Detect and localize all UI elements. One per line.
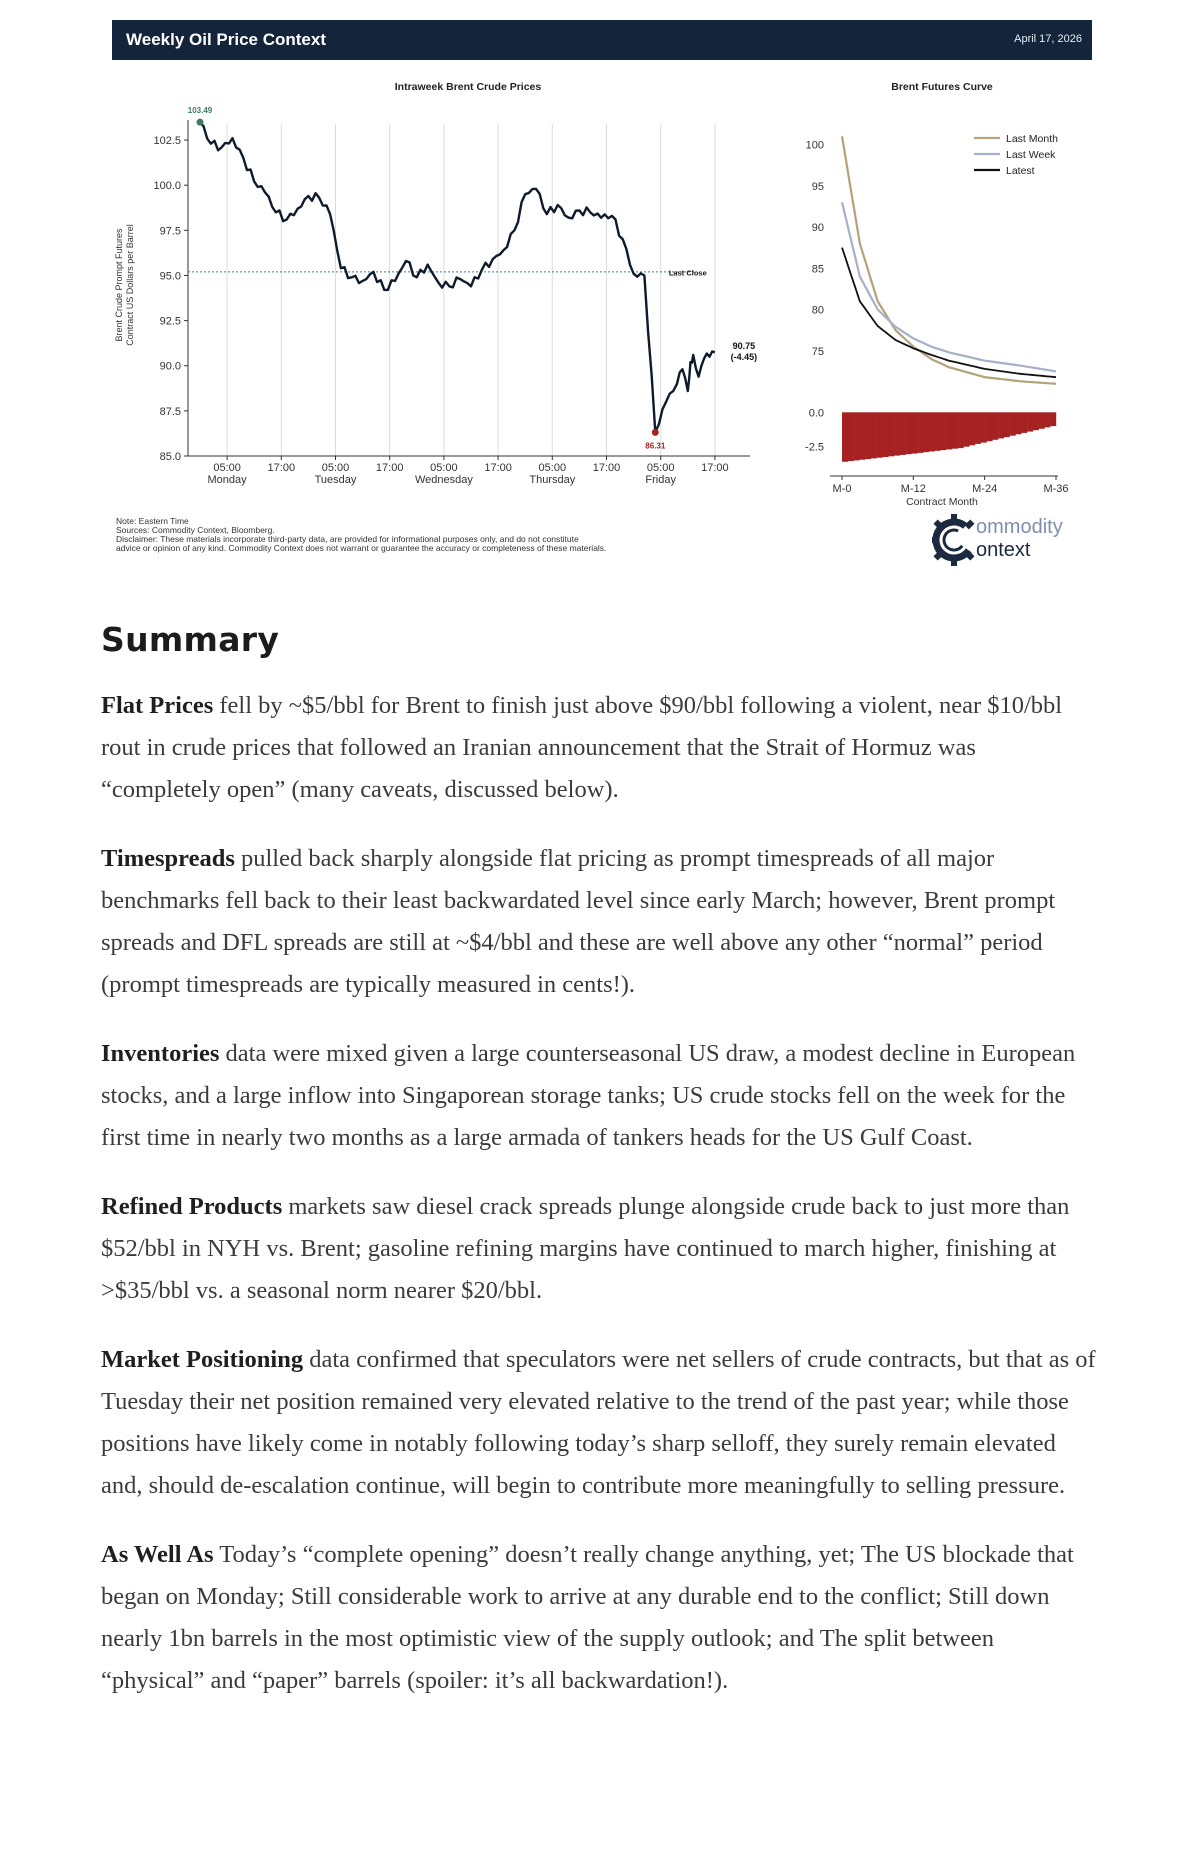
legend-label: Last Month (1006, 133, 1058, 145)
x-tick-label: 05:00 (646, 462, 675, 474)
summary-paragraph-refined-products (101, 1186, 1101, 1312)
spread-bar (877, 412, 883, 457)
x-day-label: Wednesday (414, 474, 473, 486)
logo-wordmark (976, 516, 1063, 562)
x-tick-label: M-24 (972, 483, 998, 495)
paragraph-text: fell by ~$5/bbl for Brent to finish just above $90/bbl following a violent, near $10/bbl rout in crude prices that followed an Iranian announcement that the Strait of Hormuz was “completely open” (many caveats, discussed below). (101, 692, 1063, 803)
spread-bar (842, 412, 848, 462)
x-tick-label: M-36 (1043, 483, 1069, 495)
spread-bar (888, 412, 894, 456)
spread-bar (865, 412, 871, 459)
spread-bar (987, 412, 993, 441)
last-close-label: Last Close (668, 268, 707, 278)
paragraph-text: data were mixed given a large counterseasonal US draw, a modest decline in European stocks, and a large inflow into Singaporean storage tanks; US crude stocks fell on the week for the first time in nearly two months as a large armada of tankers heads for the US Gulf Coast. (101, 1040, 1076, 1151)
summary-section (101, 620, 1101, 1729)
y-tick-label: 92.5 (159, 315, 181, 328)
spread-bar (917, 412, 923, 453)
curve-line (842, 248, 1056, 378)
y-tick-label: 85.0 (159, 451, 181, 463)
spread-bar (958, 412, 964, 448)
spread-bar (1027, 412, 1033, 431)
x-tick-label: 17:00 (701, 462, 729, 474)
summary-paragraph-as-well-as (101, 1534, 1101, 1702)
spread-bar (848, 412, 854, 461)
spread-bar (1021, 412, 1027, 433)
y-tick-label: 100 (805, 139, 824, 152)
summary-paragraph-market-positioning (101, 1339, 1101, 1507)
y-axis-label-line-2: Contract US Dollars per Barrel (125, 224, 135, 346)
note-disclaimer-line-1: Disclaimer: These materials incorporate third-party data, are provided for informational purposes only, and do not constitute (116, 534, 579, 544)
spread-bar (923, 412, 929, 452)
x-tick-label: 17:00 (484, 462, 512, 474)
x-axis-label: Contract Month (906, 496, 978, 508)
paragraph-lead: As Well As (101, 1541, 214, 1568)
logo-line-1: ommodity (976, 516, 1063, 538)
y-tick-label: 95 (811, 180, 824, 193)
spread-bar (1010, 412, 1016, 435)
commodity-context-logo (932, 512, 1092, 574)
y-tick-label: 90 (811, 222, 824, 234)
y-axis-label-line-1: Brent Crude Prompt Futures (114, 228, 124, 342)
low-point-label: 86.31 (645, 441, 666, 451)
paragraph-text: pulled back sharply alongside flat pricing as prompt timespreads of all major benchmarks fell back to their least backwardated level since early March; however, Brent prompt spreads and DFL spreads are still at ~$4/bbl and these are well above any other “normal” period (prompt timespreads are typically measured in cents!). (101, 845, 1056, 998)
x-tick-label: 17:00 (375, 462, 404, 474)
note-sources: Sources: Commodity Context, Bloomberg. (116, 525, 275, 535)
spread-bar (871, 412, 877, 458)
banner-title: Weekly Oil Price Context (126, 30, 326, 49)
charts-area (112, 20, 1092, 510)
spread-bar (935, 412, 941, 451)
spread-y-tick-label: 0.0 (808, 407, 824, 420)
spread-y-tick-label: -2.5 (805, 441, 824, 454)
brent-price-line (200, 122, 715, 432)
x-tick-label: M-0 (832, 483, 852, 495)
spread-bar (964, 412, 970, 446)
x-day-label: Tuesday (314, 474, 357, 486)
x-tick-label: M-12 (900, 483, 926, 495)
spread-bar (969, 412, 975, 445)
note-disclaimer-line-2: advice or opinion of any kind. Commodity Context does not warrant or guarantee the accuracy or completeness of these materials. (116, 543, 607, 553)
legend-label: Last Week (1006, 149, 1056, 161)
spread-bar (981, 412, 987, 442)
y-tick-label: 95.0 (159, 270, 181, 283)
weekly-oil-price-card (112, 20, 1092, 575)
spread-bar (975, 412, 981, 444)
paragraph-text: Today’s “complete opening” doesn’t really change anything, yet; The US blockade that began on Monday; Still considerable work to arrive at any durable end to the conflict; Still down nearly 1bn barrels in the most optimistic view of the supply outlook; and The split between “physical” and “paper” barrels (spoiler: it’s all backwardation!). (101, 1541, 1074, 1694)
spread-bar (1004, 412, 1010, 437)
x-day-label: Monday (207, 474, 247, 486)
y-tick-label: 90.0 (159, 360, 181, 373)
spread-bar (1016, 412, 1022, 434)
gear-c-icon (932, 514, 978, 566)
spread-bar (1044, 412, 1050, 427)
banner-date: April 17, 2026 (1014, 33, 1082, 45)
summary-paragraph-inventories (101, 1033, 1101, 1159)
logo-line-2: ontext (976, 539, 1031, 561)
spread-bar (940, 412, 946, 450)
paragraph-lead: Inventories (101, 1040, 220, 1067)
paragraph-text: data confirmed that speculators were net sellers of crude contracts, but that as of Tuesday their net position remained very elevated relative to the trend of the past year; while those positions have likely come in notably following today’s sharp selloff, they surely remain elevated and, should de-escalation continue, will begin to contribute more meaningfully to selling pressure. (101, 1346, 1096, 1499)
spread-bar (929, 412, 935, 451)
summary-paragraph-flat-prices (101, 685, 1101, 811)
y-axis-label (114, 224, 135, 346)
x-tick-label: 05:00 (430, 462, 458, 474)
y-tick-label: 85 (811, 263, 824, 276)
x-day-label: Thursday (529, 474, 576, 486)
chart-notes (116, 517, 756, 553)
y-tick-label: 102.5 (153, 135, 181, 148)
x-tick-label: 05:00 (213, 462, 241, 474)
end-value-label: 90.75 (732, 341, 756, 352)
y-tick-label: 97.5 (159, 225, 181, 238)
spread-bar (900, 412, 906, 455)
summary-paragraph-timespreads (101, 838, 1101, 1006)
paragraph-lead: Refined Products (101, 1193, 283, 1220)
y-tick-label: 75 (811, 345, 824, 358)
chart-title: Intraweek Brent Crude Prices (394, 81, 542, 93)
summary-heading: Summary (101, 620, 280, 659)
x-tick-label: 05:00 (538, 462, 567, 474)
spread-bar (1033, 412, 1039, 430)
x-tick-label: 17:00 (267, 462, 296, 474)
high-point-marker (197, 119, 204, 126)
chart-title: Brent Futures Curve (891, 81, 993, 93)
spread-bar (894, 412, 900, 455)
spread-bar (992, 412, 998, 440)
legend-label: Latest (1006, 165, 1035, 177)
y-tick-label: 100.0 (153, 180, 181, 193)
paragraph-text: markets saw diesel crack spreads plunge alongside crude back to just more than $52/bbl in NYH vs. Brent; gasoline refining margins have continued to march higher, finishing at >$35/bbl vs. a seasonal norm nearer $20/bbl. (101, 1193, 1070, 1304)
note-timezone: Note: Eastern Time (116, 516, 189, 526)
spread-bar (906, 412, 912, 454)
intraweek-brent-chart (114, 81, 757, 486)
y-tick-label: 87.5 (159, 405, 181, 418)
spread-bar (854, 412, 860, 460)
paragraph-lead: Timespreads (101, 845, 235, 872)
low-point-marker (652, 429, 659, 436)
spread-bar (998, 412, 1004, 438)
spread-bar (911, 412, 917, 453)
spread-bar (1039, 412, 1045, 429)
high-point-label: 103.49 (187, 106, 213, 116)
spread-bar (859, 412, 865, 459)
x-tick-label: 17:00 (592, 462, 621, 474)
x-day-label: Friday (645, 474, 676, 486)
paragraph-lead: Flat Prices (101, 692, 214, 719)
end-change-label: (-4.45) (730, 352, 758, 363)
spread-bar (946, 412, 952, 449)
y-tick-label: 80 (811, 304, 824, 317)
spread-bar (1050, 412, 1056, 426)
paragraph-lead: Market Positioning (101, 1346, 304, 1373)
brent-futures-curve-chart (805, 81, 1069, 508)
spread-bar (883, 412, 889, 457)
x-tick-label: 05:00 (321, 462, 350, 474)
spread-bar (952, 412, 958, 448)
